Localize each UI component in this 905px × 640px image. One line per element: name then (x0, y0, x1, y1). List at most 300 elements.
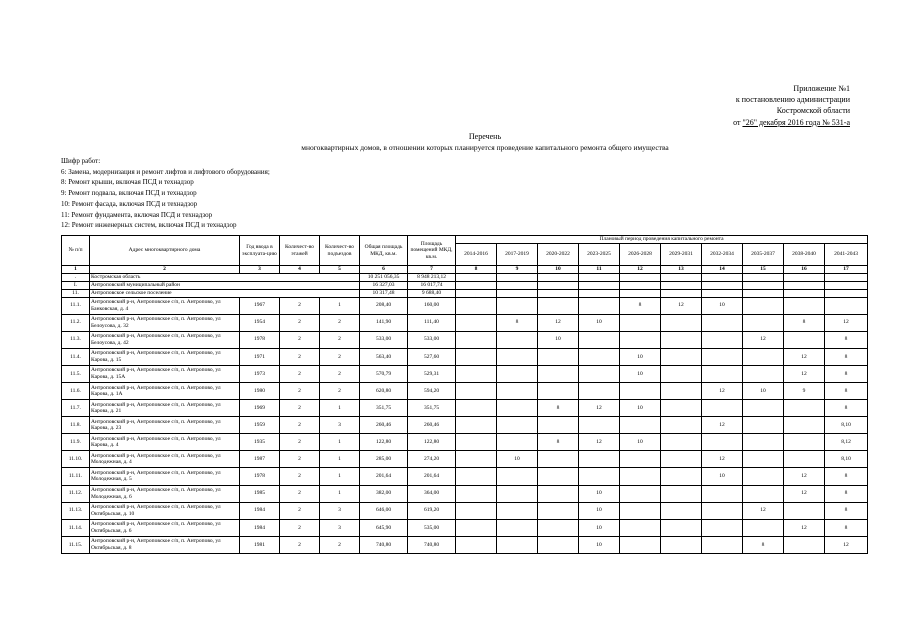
period-cell (497, 536, 538, 553)
period-cell (538, 451, 579, 468)
row-number: . (62, 273, 90, 281)
period-cell (702, 365, 743, 382)
table-row (62, 331, 868, 348)
period-cell: 8 (538, 434, 579, 451)
period-cell (743, 348, 784, 365)
period-cell: 8 (825, 400, 868, 417)
period-cell (497, 331, 538, 348)
period-cell (497, 365, 538, 382)
period-cell: 12 (784, 348, 825, 365)
column-numbers-row (62, 266, 868, 274)
column-number: 17 (825, 266, 868, 274)
building-address: Антроповский р-н, Антроповское с/п, п. Антропово, ул Карова, д. 15 (90, 348, 240, 365)
period-cell (456, 536, 497, 553)
building-address: Антроповский р-н, Антроповское с/п, п. Антропово, ул Белоусова, д. 32 (90, 314, 240, 331)
entrances-count: 2 (320, 348, 360, 365)
column-number: 10 (538, 266, 579, 274)
premises-area: 535,00 (408, 519, 456, 536)
table-row (62, 365, 868, 382)
column-number: 8 (456, 266, 497, 274)
table-row (62, 297, 868, 314)
period-cell (579, 468, 620, 485)
period-cell (661, 519, 702, 536)
work-code-item: 8: Ремонт крыши, включая ПСД и технадзор (61, 178, 194, 187)
period-cell (661, 314, 702, 331)
period-cell (743, 365, 784, 382)
header-period-2035-2037: 2035-2037 (743, 244, 784, 266)
column-number: 9 (497, 266, 538, 274)
period-cell: 10 (497, 451, 538, 468)
building-address: Антроповский р-н, Антроповское с/п, п. Антропово, ул Молодежная, д. 4 (90, 451, 240, 468)
period-cell (661, 536, 702, 553)
period-cell (784, 502, 825, 519)
entrances-count: 3 (320, 519, 360, 536)
building-address: Антроповский р-н, Антроповское с/п, п. Антропово, ул Карова, д. 21 (90, 400, 240, 417)
period-cell (661, 502, 702, 519)
period-cell: 10 (579, 519, 620, 536)
period-cell (702, 331, 743, 348)
period-cell: 12 (702, 417, 743, 434)
table-row (62, 468, 868, 485)
period-cell (579, 348, 620, 365)
period-cell (784, 400, 825, 417)
entrances-count: 3 (320, 417, 360, 434)
work-code-item: 10: Ремонт фасада, включая ПСД и технадзор (61, 199, 198, 208)
header-entrances: Количест-во подъездов (320, 236, 360, 266)
floors-count: 2 (280, 519, 320, 536)
commission-year: 1969 (240, 400, 280, 417)
period-cell (456, 417, 497, 434)
premises-area: 274,20 (408, 451, 456, 468)
period-cell: 10 (620, 400, 661, 417)
table-row (62, 519, 868, 536)
period-cell (702, 536, 743, 553)
total-area: 260,46 (360, 417, 408, 434)
period-cell (743, 485, 784, 502)
period-cell: 10 (702, 297, 743, 314)
header-total-area: Общая площадь МКД, кв.м. (360, 236, 408, 266)
period-cell (497, 485, 538, 502)
table-row (62, 434, 868, 451)
table-row (62, 451, 868, 468)
period-cell (743, 468, 784, 485)
document-title: Перечень (468, 132, 502, 141)
floors-count: 2 (280, 331, 320, 348)
period-cell (497, 468, 538, 485)
period-cell (456, 485, 497, 502)
row-number: 11.10. (62, 451, 90, 468)
premises-area: 111,40 (408, 314, 456, 331)
building-address: Антроповский р-н, Антроповское с/п, п. Антропово, ул Молодежная, д. 5 (90, 468, 240, 485)
period-cell (702, 314, 743, 331)
entrances-count: 1 (320, 297, 360, 314)
period-cell (620, 451, 661, 468)
period-cell (538, 289, 579, 297)
floors-count: 2 (280, 485, 320, 502)
period-cell (456, 468, 497, 485)
period-cell (497, 434, 538, 451)
period-cell (579, 365, 620, 382)
period-cell (497, 281, 538, 289)
table-row (62, 382, 868, 399)
floors-count: 2 (280, 348, 320, 365)
entrances-count: 2 (320, 365, 360, 382)
commission-year: 1959 (240, 417, 280, 434)
period-cell (538, 382, 579, 399)
period-cell (456, 382, 497, 399)
row-number: 11.15. (62, 536, 90, 553)
period-cell (702, 502, 743, 519)
header-floors: Количест-во этажей (280, 236, 320, 266)
commission-year: 1985 (240, 485, 280, 502)
period-cell (743, 314, 784, 331)
building-address: Антроповский р-н, Антроповское с/п, п. Антропово, ул Октябрьская, д. 6 (90, 519, 240, 536)
period-cell: 10 (620, 348, 661, 365)
period-cell: 10 (702, 468, 743, 485)
premises-area: 527,60 (408, 348, 456, 365)
header-period-2029-2031: 2029-2031 (661, 244, 702, 266)
column-number: 12 (620, 266, 661, 274)
total-area: 646,00 (360, 502, 408, 519)
period-cell (825, 281, 868, 289)
row-number: 11.1. (62, 297, 90, 314)
floors-count: 2 (280, 451, 320, 468)
period-cell (579, 281, 620, 289)
floors-count: 2 (280, 468, 320, 485)
period-cell (579, 451, 620, 468)
premises-area: 364,00 (408, 485, 456, 502)
period-cell: 8 (743, 536, 784, 553)
period-cell (784, 417, 825, 434)
period-cell (702, 281, 743, 289)
premises-area: 351,75 (408, 400, 456, 417)
period-cell (743, 417, 784, 434)
row-number: 11.7. (62, 400, 90, 417)
total-area: 10 317,48 (360, 289, 408, 297)
column-number: 1 (62, 266, 90, 274)
header-period-2032-2034: 2032-2034 (702, 244, 743, 266)
period-cell: 12 (825, 314, 868, 331)
appendix-line-2: к постановлению администрации (735, 95, 850, 105)
row-number: 11.3. (62, 331, 90, 348)
appendix-date-prefix: от (733, 117, 743, 127)
period-cell: 8 (825, 331, 868, 348)
period-cell (538, 485, 579, 502)
period-cell (538, 536, 579, 553)
total-area: 563,40 (360, 348, 408, 365)
period-cell (497, 417, 538, 434)
period-cell: 8,10 (825, 451, 868, 468)
period-cell (661, 468, 702, 485)
period-cell (661, 273, 702, 281)
row-number: 11.12. (62, 485, 90, 502)
column-number: 6 (360, 266, 408, 274)
period-cell (620, 485, 661, 502)
commission-year: 1978 (240, 468, 280, 485)
total-area: 740,80 (360, 536, 408, 553)
summary-row (62, 273, 868, 281)
total-area: 285,00 (360, 451, 408, 468)
commission-year: 1987 (240, 451, 280, 468)
building-address: Антроповский р-н, Антроповское с/п, п. Антропово, ул Карова, д. 1А (90, 382, 240, 399)
table-row (62, 536, 868, 553)
total-area: 645,90 (360, 519, 408, 536)
period-cell (702, 400, 743, 417)
header-period-2041-2043: 2041-2043 (825, 244, 868, 266)
work-code-item: 12: Ремонт инженерных систем, включая ПСД и технадзор (61, 221, 237, 230)
column-number: 3 (240, 266, 280, 274)
premises-area: 9 688,40 (408, 289, 456, 297)
period-cell (661, 289, 702, 297)
period-cell: 12 (579, 400, 620, 417)
period-cell: 10 (620, 434, 661, 451)
period-cell (620, 289, 661, 297)
period-cell (579, 273, 620, 281)
period-cell (743, 519, 784, 536)
period-cell (620, 314, 661, 331)
commission-year: 1954 (240, 314, 280, 331)
period-cell (579, 382, 620, 399)
period-cell (784, 451, 825, 468)
period-cell (538, 273, 579, 281)
period-cell (456, 314, 497, 331)
period-cell: 10 (579, 536, 620, 553)
period-cell: 8 (620, 297, 661, 314)
period-cell (620, 536, 661, 553)
total-area: 208,40 (360, 297, 408, 314)
period-cell (620, 382, 661, 399)
appendix-date-month: декабря (756, 117, 786, 127)
header-period-2017-2019: 2017-2019 (497, 244, 538, 266)
column-number: 11 (579, 266, 620, 274)
work-code-item: 6: Замена, модернизация и ремонт лифтов и лифтового оборудования; (61, 167, 270, 176)
period-cell (538, 297, 579, 314)
column-number: 14 (702, 266, 743, 274)
building-address: Антроповский р-н, Антроповское с/п, п. Антропово, ул Банковская, д. 4 (90, 297, 240, 314)
period-cell: 8 (825, 485, 868, 502)
entrances-count: 1 (320, 434, 360, 451)
column-number: 15 (743, 266, 784, 274)
period-cell (825, 273, 868, 281)
summary-name: Костромская область (90, 273, 360, 281)
period-cell (661, 382, 702, 399)
total-area: 382,00 (360, 485, 408, 502)
column-number: 13 (661, 266, 702, 274)
header-period-2020-2022: 2020-2022 (538, 244, 579, 266)
period-cell (702, 289, 743, 297)
period-cell: 8 (538, 400, 579, 417)
table-row (62, 400, 868, 417)
table-row (62, 348, 868, 365)
summary-name: Антроповское сельское поселение (90, 289, 360, 297)
period-cell (456, 400, 497, 417)
period-cell: 12 (702, 451, 743, 468)
header-year: Год ввода в эксплуата-цию (240, 236, 280, 266)
document-subtitle: многоквартирных домов, в отношении которых планируется проведение капитального ремонта общего имущества (301, 143, 669, 152)
premises-area: 619,20 (408, 502, 456, 519)
premises-area: 740,80 (408, 536, 456, 553)
period-cell: 8 (784, 314, 825, 331)
period-cell (661, 485, 702, 502)
period-cell (538, 348, 579, 365)
period-cell: 8 (825, 382, 868, 399)
period-cell (497, 348, 538, 365)
column-number: 2 (90, 266, 240, 274)
period-cell (784, 273, 825, 281)
period-cell (743, 289, 784, 297)
header-planned-period: Плановый период проведения капитального ремонта (456, 236, 868, 244)
period-cell: 12 (743, 502, 784, 519)
period-cell: 10 (579, 485, 620, 502)
appendix-date-line (650, 117, 850, 128)
entrances-count: 2 (320, 331, 360, 348)
period-cell (825, 289, 868, 297)
period-cell (538, 468, 579, 485)
period-cell (661, 434, 702, 451)
period-cell (456, 297, 497, 314)
period-cell: 12 (825, 536, 868, 553)
row-number: 11.2. (62, 314, 90, 331)
total-area: 122,80 (360, 434, 408, 451)
row-number: 11.6. (62, 382, 90, 399)
premises-area: 122,80 (408, 434, 456, 451)
period-cell (702, 348, 743, 365)
commission-year: 1984 (240, 502, 280, 519)
period-cell: 12 (579, 434, 620, 451)
period-cell (784, 281, 825, 289)
period-cell (456, 519, 497, 536)
period-cell (620, 417, 661, 434)
period-cell: 10 (579, 502, 620, 519)
table-row (62, 502, 868, 519)
table-row (62, 314, 868, 331)
premises-area: 594,20 (408, 382, 456, 399)
total-area: 620,80 (360, 382, 408, 399)
period-cell: 10 (538, 331, 579, 348)
row-number: 11.14. (62, 519, 90, 536)
row-number: 11.13. (62, 502, 90, 519)
entrances-count: 2 (320, 314, 360, 331)
period-cell: 12 (702, 382, 743, 399)
period-cell: 12 (784, 485, 825, 502)
period-cell (497, 400, 538, 417)
period-cell (538, 281, 579, 289)
premises-area: 160,00 (408, 297, 456, 314)
commission-year: 1973 (240, 365, 280, 382)
summary-name: Антроповский муниципальный район (90, 281, 360, 289)
row-number: 11. (62, 289, 90, 297)
period-cell (579, 417, 620, 434)
entrances-count: 3 (320, 502, 360, 519)
table-row (62, 485, 868, 502)
period-cell (497, 289, 538, 297)
row-number: 11.8. (62, 417, 90, 434)
period-cell (456, 331, 497, 348)
period-cell (538, 502, 579, 519)
entrances-count: 1 (320, 451, 360, 468)
floors-count: 2 (280, 382, 320, 399)
total-area: 533,00 (360, 331, 408, 348)
floors-count: 2 (280, 314, 320, 331)
period-cell (661, 451, 702, 468)
period-cell (456, 289, 497, 297)
period-cell (456, 451, 497, 468)
period-cell: 12 (784, 468, 825, 485)
premises-area: 260,46 (408, 417, 456, 434)
floors-count: 2 (280, 297, 320, 314)
period-cell: 12 (743, 331, 784, 348)
entrances-count: 1 (320, 485, 360, 502)
period-cell (538, 365, 579, 382)
floors-count: 2 (280, 536, 320, 553)
premises-area: 533,00 (408, 331, 456, 348)
period-cell (743, 434, 784, 451)
period-cell (456, 273, 497, 281)
period-cell (579, 331, 620, 348)
period-cell (620, 519, 661, 536)
period-cell (456, 365, 497, 382)
period-cell (620, 273, 661, 281)
period-cell: 12 (784, 365, 825, 382)
period-cell (702, 485, 743, 502)
premises-area: 8 948 213,12 (408, 273, 456, 281)
column-number: 4 (280, 266, 320, 274)
work-code-item: 9: Ремонт подвала, включая ПСД и технадзор (61, 189, 197, 198)
commission-year: 1980 (240, 382, 280, 399)
period-cell: 10 (743, 382, 784, 399)
period-cell (456, 348, 497, 365)
period-cell: 12 (538, 314, 579, 331)
header-period-2026-2028: 2026-2028 (620, 244, 661, 266)
summary-row (62, 281, 868, 289)
period-cell: 12 (661, 297, 702, 314)
building-address: Антроповский р-н, Антроповское с/п, п. Антропово, ул Октябрьская, д. 10 (90, 502, 240, 519)
period-cell (661, 348, 702, 365)
floors-count: 2 (280, 400, 320, 417)
period-cell: 8 (825, 468, 868, 485)
work-code-item: 11: Ремонт фундамента, включая ПСД и технадзор (61, 210, 213, 219)
building-address: Антроповский р-н, Антроповское с/п, п. Антропово, ул Октябрьская, д. 8 (90, 536, 240, 553)
period-cell (661, 400, 702, 417)
period-cell (784, 536, 825, 553)
period-cell (456, 502, 497, 519)
period-cell (620, 502, 661, 519)
buildings-table (61, 235, 868, 554)
total-area: 10 251 056,35 (360, 273, 408, 281)
period-cell (825, 297, 868, 314)
period-cell: 8,12 (825, 434, 868, 451)
premises-area: 16 017,74 (408, 281, 456, 289)
period-cell (497, 502, 538, 519)
row-number: 11.11. (62, 468, 90, 485)
period-cell (497, 297, 538, 314)
entrances-count: 2 (320, 382, 360, 399)
period-cell (497, 519, 538, 536)
period-cell: 8 (825, 365, 868, 382)
table-body (62, 266, 868, 554)
total-area: 570,79 (360, 365, 408, 382)
period-cell: 8 (825, 519, 868, 536)
floors-count: 2 (280, 417, 320, 434)
row-number: I. (62, 281, 90, 289)
entrances-count: 2 (320, 536, 360, 553)
appendix-date-day: "26" (742, 117, 757, 127)
premises-area: 201,64 (408, 468, 456, 485)
building-address: Антроповский р-н, Антроповское с/п, п. Антропово, ул Молодежная, д. 6 (90, 485, 240, 502)
period-cell (743, 297, 784, 314)
period-cell (661, 331, 702, 348)
period-cell (784, 289, 825, 297)
